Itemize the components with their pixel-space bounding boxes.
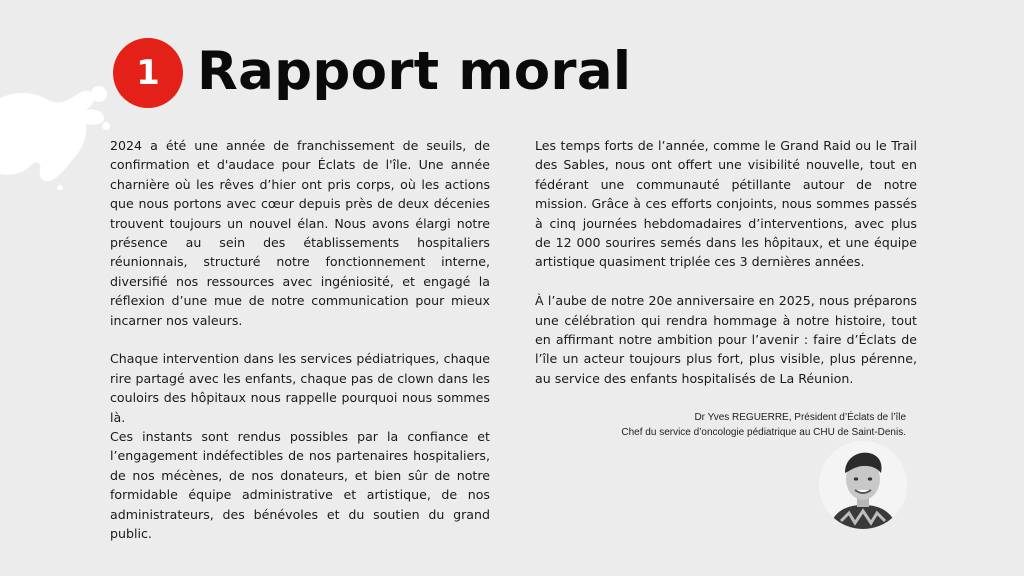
signature-block [621,411,906,440]
signature-role: Chef du service d’oncologie pédiatrique au CHU de Saint-Denis. [621,426,906,438]
signature-name: Dr Yves REGUERRE, Président d’Éclats de l’île [694,412,906,423]
paint-splash-icon [0,80,112,190]
paragraph: Les temps forts de l’année, comme le Grand Raid ou le Trail des Sables, nous ont offert une visibilité nouvelle, tout en fédérant une communauté pétillante autour de notre mission. Grâce à ces efforts conjoints, nous sommes passés à cinq journées hebdomadaires d’interventions, avec plus de 12 000 sourires semés dans les hôpitaux, et une équipe artistique quasiment triplée ces 3 dernières années. [535,138,917,270]
paragraph: 2024 a été une année de franchissement de seuils, de confirmation et d'audace pour Éclats de l'île. Une année charnière où les rêves d’hier ont pris corps, où les actions que nous portons avec cœur depuis près de deux décenies trouvent toujours un nouvel élan. Nous avons élargi notre présence au sein des établissements hospitaliers réunionnais, structuré notre fonctionnement interne, diversifié nos ressources avec ingéniosité, et engagé la réflexion d’une mue de notre communication pour mieux incarner nos valeurs. [110,138,490,328]
page-title: Rapport moral [197,41,632,102]
portrait-photo [819,441,907,529]
badge-number: 1 [136,53,160,93]
paragraph: Ces instants sont rendus possibles par la confiance et l’engagement indéfectibles de nos partenaires hospitaliers, de nos mécènes, de nos donateurs, et bien sûr de notre formidable équipe administrative et artistique, de nos administrateurs, des bénévoles et du soutien du grand public. [110,429,490,542]
right-text-column [535,136,917,388]
left-text-column [110,136,490,544]
paragraph: À l’aube de notre 20e anniversaire en 2025, nous préparons une célébration qui rendra hommage à notre histoire, tout en affirmant notre ambition pour l’avenir : faire d’Éclats de l’île un acteur toujours plus fort, plus visible, plus pérenne, au service des enfants hospitalisés de La Réunion. [535,293,917,386]
section-number-badge [113,38,183,108]
paragraph: Chaque intervention dans les services pédiatriques, chaque rire partagé avec les enfants, chaque pas de clown dans les couloirs des hôpitaux nous rappelle pourquoi nous sommes là. [110,351,490,425]
